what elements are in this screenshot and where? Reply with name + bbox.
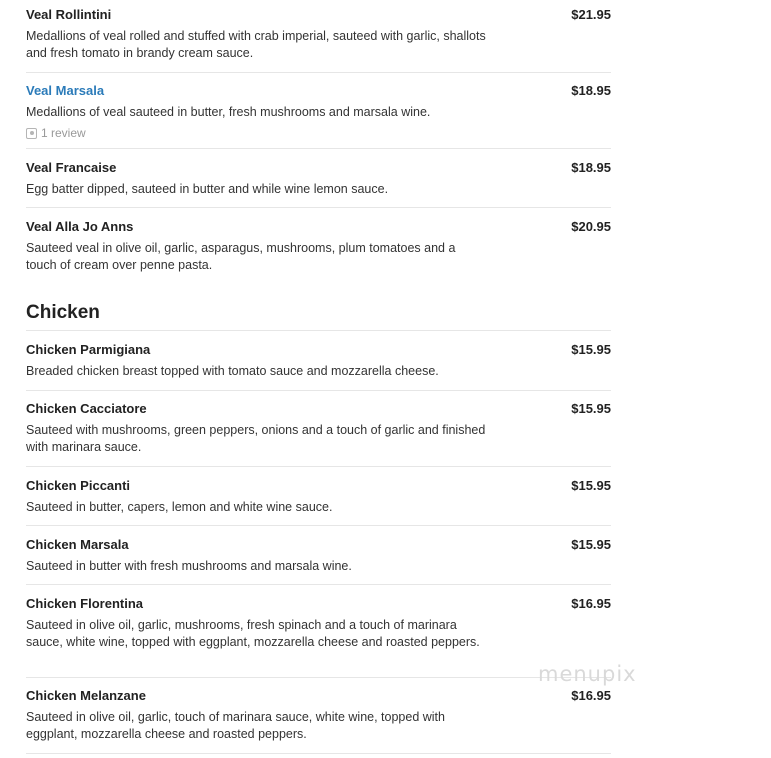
menu-item-price: $18.95 (571, 83, 611, 98)
menupix-watermark: menupix (538, 662, 637, 686)
menu-item (26, 584, 611, 678)
menu-item-name: Chicken Florentina (26, 596, 144, 611)
menu-item (26, 677, 611, 754)
menu-item-name: Veal Alla Jo Anns (26, 219, 134, 234)
menu-item-description: Sauteed veal in olive oil, garlic, asparagus, mushrooms, plum tomatoes and a touch of cream over penne pasta. (26, 241, 456, 272)
menu-item-price: $21.95 (571, 7, 611, 22)
menu-item-name: Chicken Melanzane (26, 688, 146, 703)
menu-item (26, 207, 611, 287)
menu-item-price: $15.95 (571, 478, 611, 493)
menu-item (26, 390, 611, 467)
menu-item-description: Sauteed in butter with fresh mushrooms and marsala wine. (26, 559, 352, 573)
menu-item-description: Breaded chicken breast topped with tomato sauce and mozzarella cheese. (26, 364, 439, 378)
menu-item-name: Veal Francaise (26, 160, 117, 175)
review-link[interactable] (26, 126, 86, 140)
menu-item-description: Sauteed with mushrooms, green peppers, onions and a touch of garlic and finished with marinara sauce. (26, 423, 486, 454)
menu-item-price: $16.95 (571, 688, 611, 703)
menu-item (26, 0, 611, 73)
menu-item (26, 525, 611, 585)
menu-item-price: $18.95 (571, 160, 611, 175)
menu-item-name: Chicken Marsala (26, 537, 129, 552)
menu-item-name: Chicken Parmigiana (26, 342, 151, 357)
menu-item-name-link[interactable]: Veal Marsala (26, 83, 105, 98)
menu-item-price: $15.95 (571, 401, 611, 416)
menu-item (26, 466, 611, 526)
menu-item (26, 148, 611, 208)
section-heading-chicken: Chicken (26, 302, 100, 323)
review-count: 1 review (41, 126, 86, 140)
menu-item-description: Sauteed in olive oil, garlic, mushrooms, fresh spinach and a touch of marinara sauce, white wine, topped with eggplant, mozzarella cheese and roasted peppers. (26, 618, 480, 649)
menu-item-description: Sauteed in butter, capers, lemon and white wine sauce. (26, 500, 333, 514)
menu-item-description: Sauteed in olive oil, garlic, touch of marinara sauce, white wine, topped with eggplant, mozzarella cheese and roasted peppers. (26, 710, 445, 741)
menu-item-price: $20.95 (571, 219, 611, 234)
menu-item (26, 72, 611, 149)
menu-item-name: Veal Rollintini (26, 7, 112, 22)
menu-item (26, 331, 611, 391)
menu-item-price: $16.95 (571, 596, 611, 611)
menu-item-name: Chicken Piccanti (26, 478, 131, 493)
menu-item-price: $15.95 (571, 342, 611, 357)
menu-item-name: Chicken Cacciatore (26, 401, 147, 416)
review-icon (26, 128, 37, 139)
menu-item-price: $15.95 (571, 537, 611, 552)
menu-item-description: Medallions of veal rolled and stuffed with crab imperial, sauteed with garlic, shallots and fresh tomato in brandy cream sauce. (26, 29, 486, 60)
menu-item-description: Egg batter dipped, sauteed in butter and while wine lemon sauce. (26, 182, 389, 196)
menu-item-description: Medallions of veal sauteed in butter, fresh mushrooms and marsala wine. (26, 105, 431, 119)
